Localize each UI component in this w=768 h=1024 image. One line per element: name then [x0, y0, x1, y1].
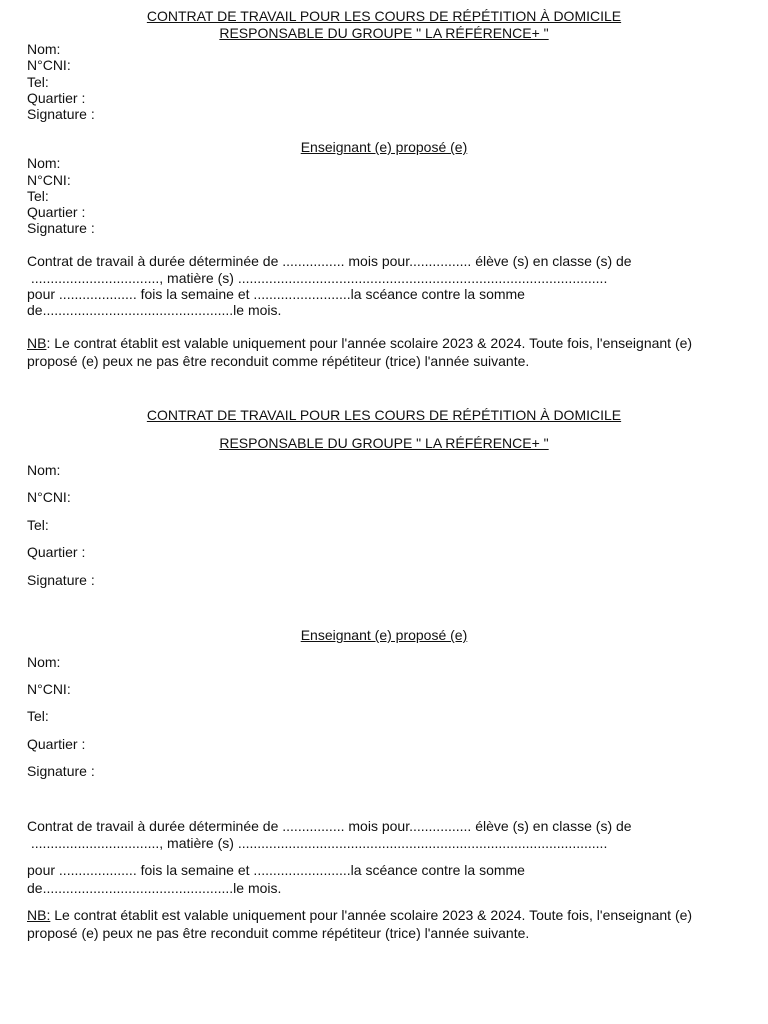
- teacher-cni-label: N°CNI:: [27, 681, 71, 697]
- contract-body-line: Contrat de travail à durée déterminée de ................ mois pour................ élève (s) en classe (s) de: [27, 818, 632, 834]
- contract-body-line: Contrat de travail à durée déterminée de ................ mois pour................ élève (s) en classe (s) de: [27, 253, 632, 269]
- responsible-signature-label: Signature :: [27, 106, 95, 122]
- nb-text-line2: proposé (e) peux ne pas être reconduit comme répétiteur (trice) l'année suivante.: [27, 925, 530, 941]
- teacher-signature-label: Signature :: [27, 220, 95, 236]
- responsible-nom-label: Nom:: [27, 41, 61, 57]
- contract-body-line: ................................., matière (s) ...............................................................................................: [27, 835, 608, 851]
- contract-title: CONTRAT DE TRAVAIL POUR LES COURS DE RÉPÉTITION À DOMICILE: [146, 8, 622, 24]
- responsible-quartier-label: Quartier :: [27, 90, 86, 106]
- nb-text: Le contrat établit est valable uniquement pour l'année scolaire 2023 & 2024. Toute fois, l'enseignant (e): [50, 907, 693, 923]
- nb-note: [27, 335, 692, 351]
- nb-note: [27, 907, 692, 923]
- responsible-signature-label: Signature :: [27, 572, 95, 588]
- teacher-tel-label: Tel:: [27, 708, 49, 724]
- contract-subtitle: RESPONSABLE DU GROUPE " LA RÉFÉRENCE+ ": [219, 435, 549, 451]
- contract-body-line: ................................., matière (s) ...............................................................................................: [27, 270, 608, 286]
- teacher-tel-label: Tel:: [27, 188, 49, 204]
- nb-label: NB:: [27, 907, 51, 923]
- nb-text: : Le contrat établit est valable uniquement pour l'année scolaire 2023 & 2024. Toute fois, l'enseignant (e): [46, 335, 693, 351]
- teacher-signature-label: Signature :: [27, 763, 95, 779]
- contract-body-line: pour .................... fois la semaine et .........................la scéance contre la somme: [27, 286, 525, 302]
- teacher-heading: Enseignant (e) proposé (e): [300, 139, 468, 155]
- responsible-quartier-label: Quartier :: [27, 544, 86, 560]
- teacher-heading: Enseignant (e) proposé (e): [300, 627, 468, 643]
- contract-title: CONTRAT DE TRAVAIL POUR LES COURS DE RÉPÉTITION À DOMICILE: [146, 407, 622, 423]
- teacher-quartier-label: Quartier :: [27, 204, 86, 220]
- teacher-quartier-label: Quartier :: [27, 736, 86, 752]
- teacher-nom-label: Nom:: [27, 654, 61, 670]
- contract-body-line: pour .................... fois la semaine et .........................la scéance contre la somme: [27, 862, 525, 878]
- contract-body-line: de.................................................le mois.: [27, 880, 282, 896]
- teacher-cni-label: N°CNI:: [27, 172, 71, 188]
- contract-subtitle: RESPONSABLE DU GROUPE " LA RÉFÉRENCE+ ": [219, 25, 549, 41]
- teacher-nom-label: Nom:: [27, 155, 61, 171]
- responsible-tel-label: Tel:: [27, 74, 49, 90]
- nb-text-line2: proposé (e) peux ne pas être reconduit comme répétiteur (trice) l'année suivante.: [27, 353, 530, 369]
- contract-body-line: de.................................................le mois.: [27, 302, 282, 318]
- responsible-nom-label: Nom:: [27, 462, 61, 478]
- responsible-cni-label: N°CNI:: [27, 489, 71, 505]
- nb-label: NB: [27, 335, 47, 351]
- responsible-cni-label: N°CNI:: [27, 57, 71, 73]
- responsible-tel-label: Tel:: [27, 517, 49, 533]
